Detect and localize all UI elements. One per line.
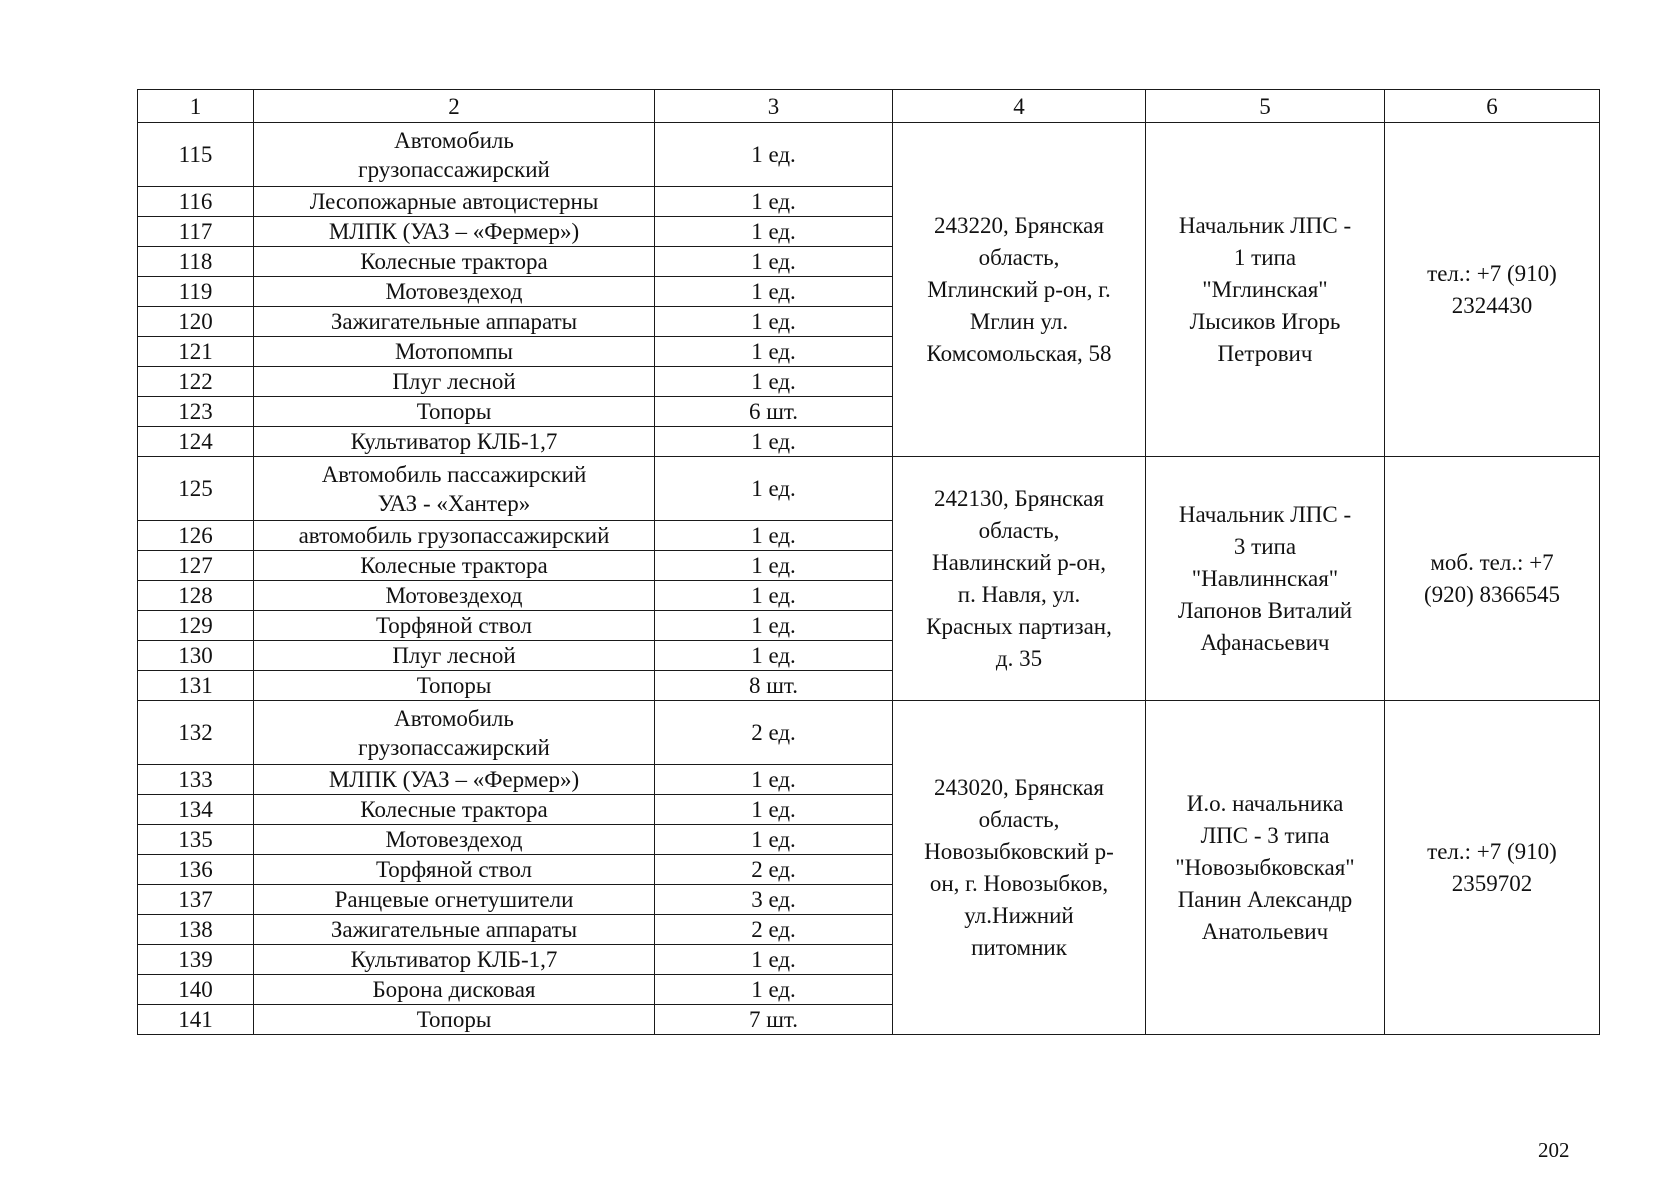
quantity-cell: 6 шт. <box>655 397 893 427</box>
item-name-cell: автомобиль грузопассажирский <box>254 521 655 551</box>
quantity-cell: 1 ед. <box>655 551 893 581</box>
quantity-cell: 1 ед. <box>655 307 893 337</box>
row-number-cell: 133 <box>138 765 254 795</box>
row-number-cell: 119 <box>138 277 254 307</box>
row-number-cell: 118 <box>138 247 254 277</box>
row-number-cell: 139 <box>138 945 254 975</box>
row-number-cell: 121 <box>138 337 254 367</box>
address-cell: 243020, Брянская область, Новозыбковский р- он, г. Новозыбков, ул.Нижний питомник <box>893 701 1146 1035</box>
quantity-cell: 1 ед. <box>655 795 893 825</box>
quantity-cell: 1 ед. <box>655 427 893 457</box>
quantity-cell: 1 ед. <box>655 337 893 367</box>
quantity-cell: 2 ед. <box>655 855 893 885</box>
item-name-cell: МЛПК (УАЗ – «Фермер») <box>254 217 655 247</box>
column-header-2: 2 <box>254 90 655 123</box>
item-name-cell: Культиватор КЛБ-1,7 <box>254 427 655 457</box>
quantity-cell: 1 ед. <box>655 217 893 247</box>
row-number-cell: 122 <box>138 367 254 397</box>
row-number-cell: 141 <box>138 1005 254 1035</box>
item-name-cell: Ранцевые огнетушители <box>254 885 655 915</box>
item-name-cell: Колесные трактора <box>254 795 655 825</box>
item-name-cell: Автомобиль грузопассажирский <box>254 123 655 187</box>
quantity-cell: 1 ед. <box>655 521 893 551</box>
address-cell: 243220, Брянская область, Мглинский р-он, г. Мглин ул. Комсомольская, 58 <box>893 123 1146 457</box>
quantity-cell: 7 шт. <box>655 1005 893 1035</box>
item-name-cell: Борона дисковая <box>254 975 655 1005</box>
row-number-cell: 115 <box>138 123 254 187</box>
page-number: 202 <box>1538 1138 1570 1162</box>
header-row <box>138 90 1600 123</box>
row-number-cell: 117 <box>138 217 254 247</box>
table-body <box>138 90 1600 1035</box>
item-name-cell: Торфяной ствол <box>254 855 655 885</box>
row-number-cell: 125 <box>138 457 254 521</box>
row-number-cell: 130 <box>138 641 254 671</box>
quantity-cell: 1 ед. <box>655 945 893 975</box>
item-name-cell: Топоры <box>254 1005 655 1035</box>
table-row <box>138 457 1600 521</box>
row-number-cell: 128 <box>138 581 254 611</box>
quantity-cell: 1 ед. <box>655 187 893 217</box>
item-name-cell: Культиватор КЛБ-1,7 <box>254 945 655 975</box>
item-name-cell: Зажигательные аппараты <box>254 915 655 945</box>
item-name-cell: Колесные трактора <box>254 247 655 277</box>
responsible-person-cell: И.о. начальника ЛПС - 3 типа "Новозыбковская" Панин Александр Анатольевич <box>1146 701 1385 1035</box>
column-header-6: 6 <box>1385 90 1600 123</box>
item-name-cell: Мотопомпы <box>254 337 655 367</box>
quantity-cell: 2 ед. <box>655 701 893 765</box>
item-name-cell: Топоры <box>254 397 655 427</box>
table-row <box>138 123 1600 187</box>
item-name-cell: Торфяной ствол <box>254 611 655 641</box>
item-name-cell: Плуг лесной <box>254 641 655 671</box>
item-name-cell: Автомобиль пассажирский УАЗ - «Хантер» <box>254 457 655 521</box>
equipment-table <box>137 89 1600 1035</box>
address-cell: 242130, Брянская область, Навлинский р-он, п. Навля, ул. Красных партизан, д. 35 <box>893 457 1146 701</box>
column-header-4: 4 <box>893 90 1146 123</box>
row-number-cell: 129 <box>138 611 254 641</box>
quantity-cell: 1 ед. <box>655 641 893 671</box>
row-number-cell: 120 <box>138 307 254 337</box>
item-name-cell: Лесопожарные автоцистерны <box>254 187 655 217</box>
quantity-cell: 2 ед. <box>655 915 893 945</box>
column-header-3: 3 <box>655 90 893 123</box>
table-row <box>138 701 1600 765</box>
item-name-cell: Мотовездеход <box>254 581 655 611</box>
quantity-cell: 1 ед. <box>655 367 893 397</box>
item-name-cell: Топоры <box>254 671 655 701</box>
row-number-cell: 127 <box>138 551 254 581</box>
column-header-5: 5 <box>1146 90 1385 123</box>
quantity-cell: 1 ед. <box>655 277 893 307</box>
quantity-cell: 1 ед. <box>655 457 893 521</box>
item-name-cell: Колесные трактора <box>254 551 655 581</box>
row-number-cell: 135 <box>138 825 254 855</box>
row-number-cell: 131 <box>138 671 254 701</box>
quantity-cell: 1 ед. <box>655 975 893 1005</box>
item-name-cell: Автомобиль грузопассажирский <box>254 701 655 765</box>
quantity-cell: 1 ед. <box>655 123 893 187</box>
row-number-cell: 138 <box>138 915 254 945</box>
row-number-cell: 124 <box>138 427 254 457</box>
responsible-person-cell: Начальник ЛПС - 1 типа "Мглинская" Лысиков Игорь Петрович <box>1146 123 1385 457</box>
quantity-cell: 1 ед. <box>655 825 893 855</box>
row-number-cell: 123 <box>138 397 254 427</box>
row-number-cell: 126 <box>138 521 254 551</box>
quantity-cell: 1 ед. <box>655 611 893 641</box>
quantity-cell: 1 ед. <box>655 581 893 611</box>
row-number-cell: 132 <box>138 701 254 765</box>
item-name-cell: Зажигательные аппараты <box>254 307 655 337</box>
quantity-cell: 8 шт. <box>655 671 893 701</box>
row-number-cell: 116 <box>138 187 254 217</box>
phone-cell: тел.: +7 (910) 2324430 <box>1385 123 1600 457</box>
row-number-cell: 137 <box>138 885 254 915</box>
item-name-cell: Мотовездеход <box>254 825 655 855</box>
item-name-cell: МЛПК (УАЗ – «Фермер») <box>254 765 655 795</box>
row-number-cell: 136 <box>138 855 254 885</box>
item-name-cell: Плуг лесной <box>254 367 655 397</box>
quantity-cell: 1 ед. <box>655 247 893 277</box>
responsible-person-cell: Начальник ЛПС - 3 типа "Навлиннская" Лапонов Виталий Афанасьевич <box>1146 457 1385 701</box>
quantity-cell: 1 ед. <box>655 765 893 795</box>
quantity-cell: 3 ед. <box>655 885 893 915</box>
phone-cell: моб. тел.: +7 (920) 8366545 <box>1385 457 1600 701</box>
item-name-cell: Мотовездеход <box>254 277 655 307</box>
column-header-1: 1 <box>138 90 254 123</box>
phone-cell: тел.: +7 (910) 2359702 <box>1385 701 1600 1035</box>
row-number-cell: 140 <box>138 975 254 1005</box>
row-number-cell: 134 <box>138 795 254 825</box>
